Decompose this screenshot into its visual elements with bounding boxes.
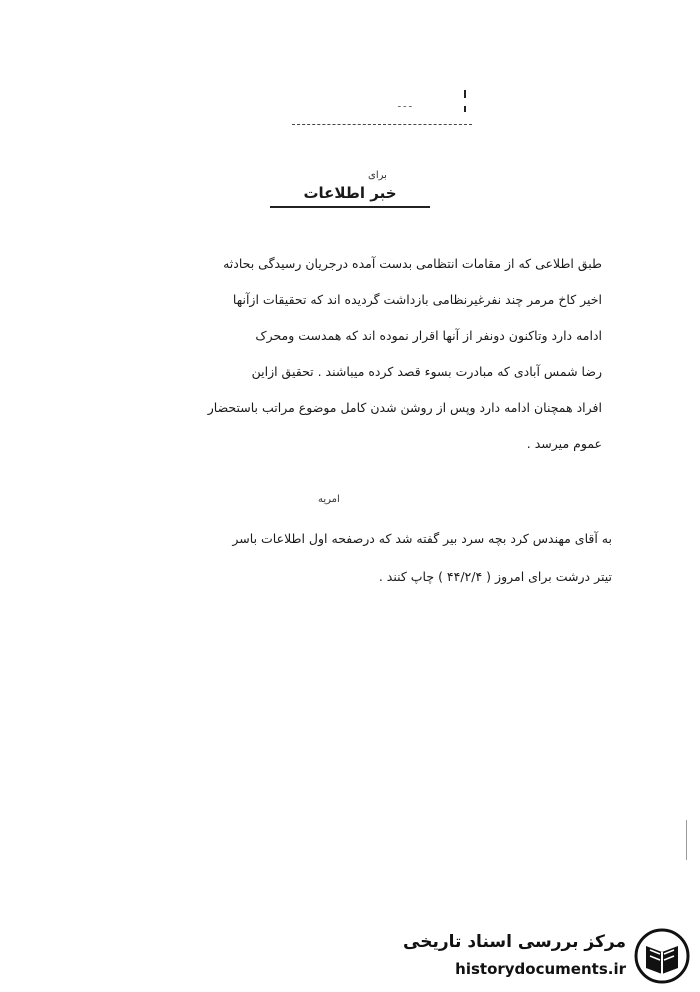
document-title: خبر اطلاعات <box>303 184 397 202</box>
scan-mark <box>464 90 466 98</box>
title-block <box>240 170 460 208</box>
order-paragraph <box>80 520 612 596</box>
header-marks: ـ ـ ـ <box>398 100 412 110</box>
watermark-title: مرکز بررسی اسناد تاریخی <box>403 932 626 952</box>
order-line: تیتر درشت برای امروز ( ۴۴/۲/۴ ) چاپ کنند . <box>378 569 612 584</box>
watermark <box>403 920 690 990</box>
body-line: عموم میرسد . <box>526 436 602 451</box>
body-paragraph <box>90 246 602 462</box>
scan-mark <box>464 106 466 112</box>
body-line: رضا شمس آبادی که مبادرت بسوء قصد کرده میباشند . تحقیق ازاین <box>251 364 602 379</box>
order-note: امریه <box>318 494 340 505</box>
scan-edge-mark <box>686 820 687 860</box>
header-rule <box>292 124 472 125</box>
order-line: به آقای مهندس کرد بچه سرد بیر گفته شد که درصفحه اول اطلاعات باسر <box>232 531 612 546</box>
body-line: ادامه دارد وتاکنون دونفر از آنها اقرار نموده اند که همدست ومحرک <box>255 328 602 343</box>
watermark-url: historydocuments.ir <box>455 960 626 978</box>
title-note: برای <box>368 170 387 181</box>
body-line: طبق اطلاعی که از مقامات انتظامی بدست آمده درجریان رسیدگی بحادثه <box>223 256 602 271</box>
body-line: افراد همچنان ادامه دارد وپس از روشن شدن کامل موضوع مراتب باستحضار <box>207 400 602 415</box>
body-line: اخیر کاخ مرمر چند نفرغیرنظامی بازداشت گردیده اند که تحقیقات ازآنها <box>232 292 602 307</box>
book-logo-icon <box>634 928 690 984</box>
title-underline <box>270 206 430 208</box>
